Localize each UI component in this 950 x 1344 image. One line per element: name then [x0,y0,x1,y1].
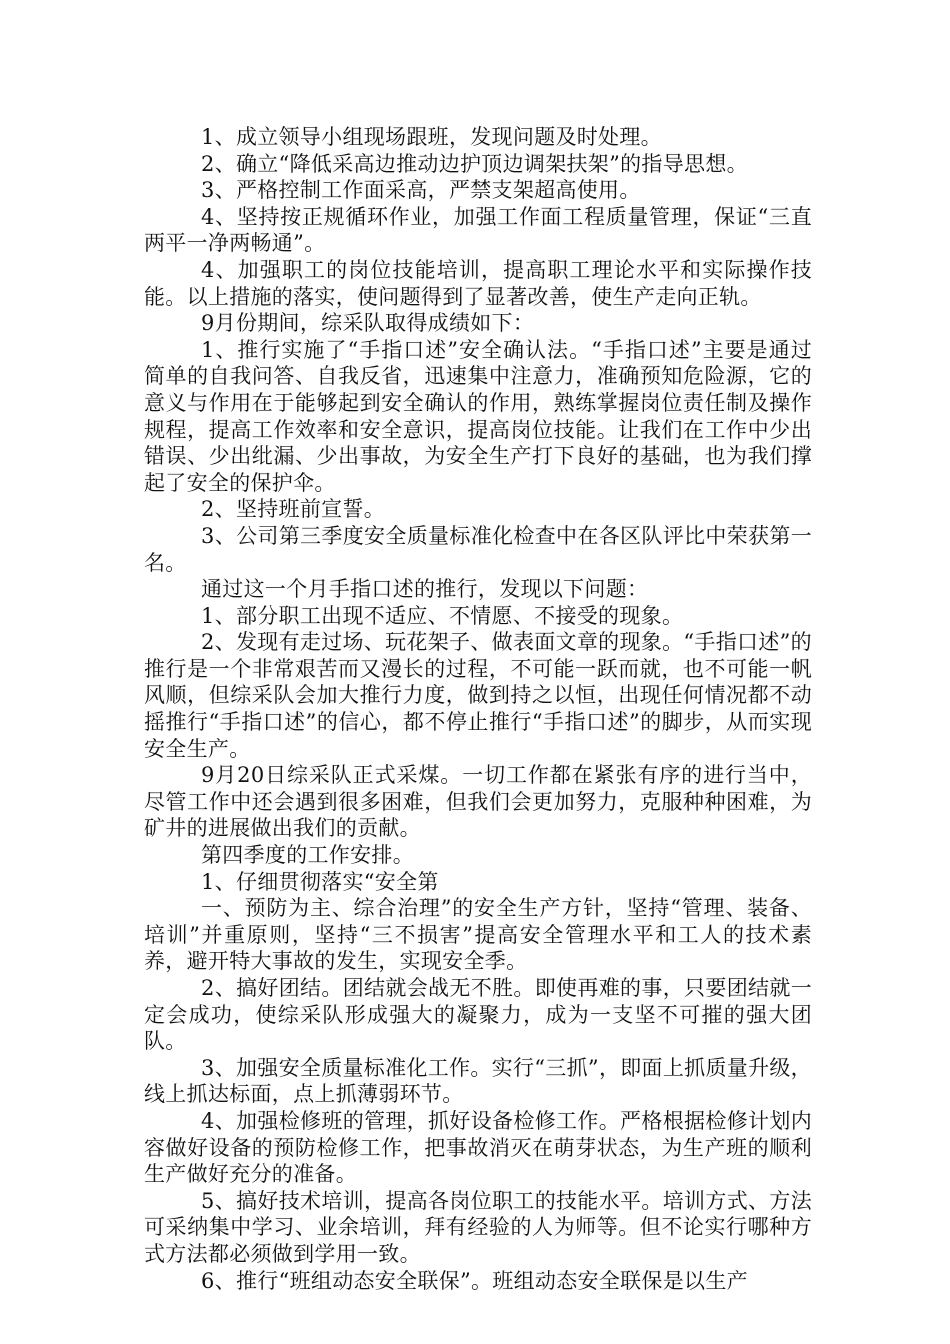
paragraph: 6、推行“班组动态安全联保”。班组动态安全联保是以生产 [201,1268,748,1293]
paragraph: 4、坚持按正规循环作业，加强工作面工程质量管理，保证“三直两平一净两畅通”。 [144,204,812,256]
paragraph: 一、预防为主、综合治理”的安全生产方针，坚持“管理、装备、培训”并重原则，坚持“三不损害”提高安全管理水平和工人的技术素养，避开特大事故的发生，实现安全季。 [144,896,812,974]
document-body [144,124,812,1294]
paragraph: 2、坚持班前宣誓。 [201,497,386,522]
paragraph: 2、发现有走过场、玩花架子、做表面文章的现象。“手指口述”的推行是一个非常艰苦而又漫长的过程，不可能一跃而就，也不可能一帆风顺，但综采队会加大推行力度，做到持之以恒，出现任何情况都不动摇推行“手指口述”的信心，都不停止推行“手指口述”的脚步，从而实现安全生产。 [144,630,812,761]
paragraph: 通过这一个月手指口述的推行，发现以下问题： [201,577,649,602]
paragraph: 3、加强安全质量标准化工作。实行“三抓”，即面上抓质量升级，线上抓达标面，点上抓薄弱环节。 [144,1055,812,1107]
paragraph: 2、确立“降低采高边推动边护顶边调架扶架”的指导思想。 [201,151,748,176]
paragraph: 1、推行实施了“手指口述”安全确认法。“手指口述”主要是通过简单的自我问答、自我反省，迅速集中注意力，准确预知危险源，它的意义与作用在于能够起到安全确认的作用，熟练掌握岗位责任制及操作规程，提高工作效率和安全意识，提高岗位技能。让我们在工作中少出错误、少出纰漏、少出事故，为安全生产打下良好的基础，也为我们撑起了安全的保护伞。 [144,337,812,495]
paragraph: 9月份期间，综采队取得成绩如下： [201,311,535,336]
paragraph: 1、仔细贯彻落实“安全第 [201,869,439,894]
paragraph: 5、搞好技术培训，提高各岗位职工的技能水平。培训方式、方法可采纳集中学习、业余培训，拜有经验的人为师等。但不论实行哪种方式方法都必须做到学用一致。 [144,1188,812,1266]
paragraph: 1、成立领导小组现场跟班，发现问题及时处理。 [201,125,662,149]
paragraph: 9月20日综采队正式采煤。一切工作都在紧张有序的进行当中，尽管工作中还会遇到很多困难，但我们会更加努力，克服种种困难，为矿井的进展做出我们的贡献。 [144,763,812,841]
paragraph: 第四季度的工作安排。 [201,843,414,868]
paragraph: 1、部分职工出现不适应、不情愿、不接受的现象。 [201,603,684,628]
paragraph: 4、加强职工的岗位技能培训，提高职工理论水平和实际操作技能。以上措施的落实，使问题得到了显著改善，使生产走向正轨。 [144,257,812,309]
paragraph: 3、公司第三季度安全质量标准化检查中在各区队评比中荣获第一名。 [144,523,812,575]
paragraph: 4、加强检修班的管理，抓好设备检修工作。严格根据检修计划内容做好设备的预防检修工作，把事故消灭在萌芽状态，为生产班的顺利生产做好充分的准备。 [144,1108,812,1187]
paragraph: 2、搞好团结。团结就会战无不胜。即使再难的事，只要团结就一定会成功，使综采队形成强大的凝聚力，成为一支坚不可摧的强大团队。 [144,976,812,1054]
paragraph: 3、严格控制工作面采高，严禁支架超高使用。 [201,178,641,203]
